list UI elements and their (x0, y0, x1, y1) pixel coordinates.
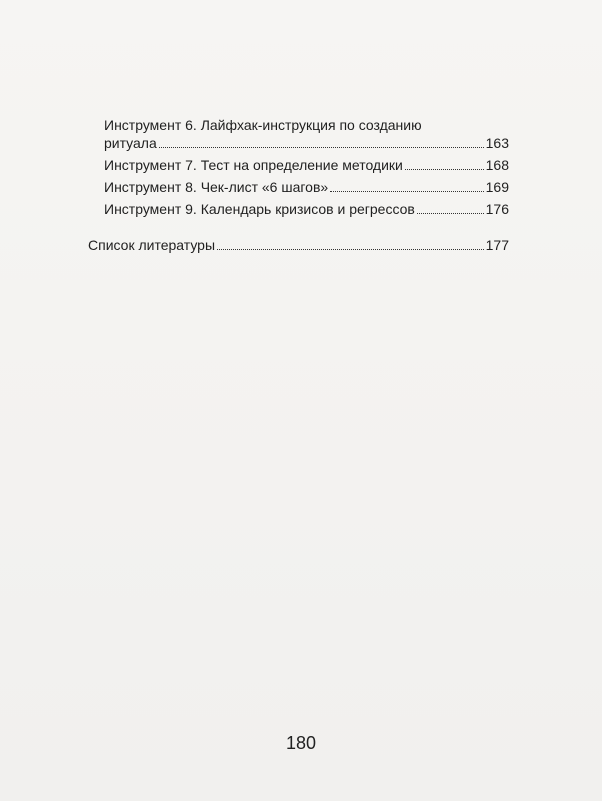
dot-leader (217, 249, 484, 250)
toc-entry-instrument-7[interactable] (88, 156, 509, 174)
table-of-contents (88, 116, 509, 258)
dot-leader (405, 169, 484, 170)
toc-page-number: 177 (485, 237, 509, 253)
toc-page-number: 176 (485, 201, 509, 217)
toc-entry-label: Инструмент 6. Лайфхак-инструкция по созданию (104, 117, 422, 133)
toc-entry-label: Инструмент 7. Тест на определение методики (104, 157, 403, 173)
toc-entry-label-continued: ритуала (104, 135, 157, 151)
page-number-footer: 180 (285, 733, 317, 753)
toc-entry-label: Список литературы (88, 237, 216, 253)
toc-page-number: 169 (485, 179, 509, 195)
toc-entry-instrument-6[interactable] (88, 116, 509, 152)
toc-entry-label: Инструмент 8. Чек-лист «6 шагов» (104, 179, 329, 195)
toc-entry-instrument-9[interactable] (88, 200, 509, 218)
toc-entry-label: Инструмент 9. Календарь кризисов и регрессов (104, 201, 415, 217)
toc-page-number: 163 (485, 135, 509, 151)
dot-leader (159, 147, 484, 148)
toc-entry-bibliography[interactable] (88, 236, 509, 254)
section-gap (88, 222, 509, 236)
toc-page-number: 168 (485, 157, 509, 173)
dot-leader (417, 213, 484, 214)
dot-leader (330, 191, 483, 192)
toc-entry-instrument-8[interactable] (88, 178, 509, 196)
